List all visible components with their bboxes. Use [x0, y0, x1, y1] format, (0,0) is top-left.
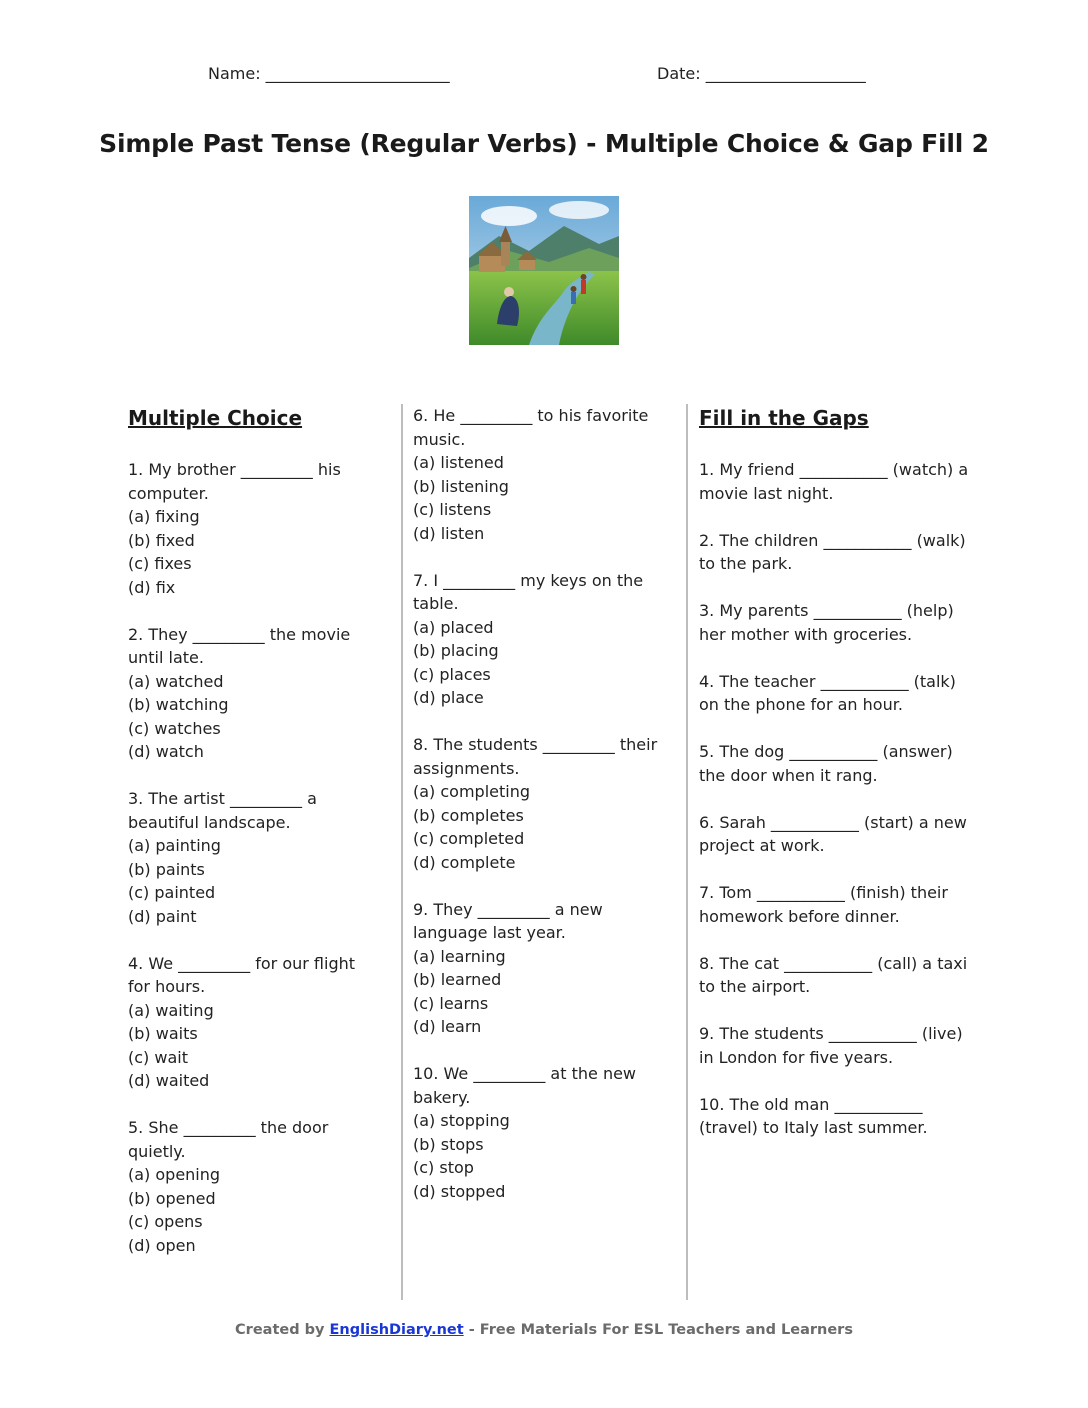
mc-question — [413, 898, 671, 1039]
answer-option: (c) opens — [128, 1212, 203, 1231]
question-text: 7. I _________ my keys on the table. — [413, 570, 644, 613]
name-field-line: Name: _______________________ — [208, 64, 450, 83]
answer-option: (a) listened — [413, 453, 504, 472]
multiple-choice-heading: Multiple Choice — [128, 406, 303, 430]
englishdiary-link[interactable]: EnglishDiary.net — [329, 1322, 464, 1338]
gap-fill-item: 8. The cat ___________ (call) a taxi to the airport. — [699, 953, 968, 996]
answer-option: (d) listen — [413, 523, 485, 543]
answer-option: (a) learning — [413, 946, 506, 966]
footer-credit — [0, 1322, 1088, 1338]
answer-option: (b) stops — [413, 1134, 484, 1154]
question-text: 9. They _________ a new language last year. — [413, 899, 603, 942]
gap-fill-item: 1. My friend ___________ (watch) a movie last night. — [699, 460, 969, 503]
answer-option: (c) listens — [413, 500, 492, 519]
gap-fill-item: 6. Sarah ___________ (start) a new project at work. — [699, 812, 967, 855]
multiple-choice-column-2 — [413, 404, 671, 1227]
answer-option: (b) opened — [128, 1188, 216, 1208]
question-text: 5. She _________ the door quietly. — [128, 1118, 329, 1161]
question-text: 4. We _________ for our flight for hours. — [128, 953, 356, 996]
multiple-choice-column-1 — [128, 404, 378, 1281]
mc-question — [128, 623, 378, 764]
answer-option: (d) waited — [128, 1071, 210, 1090]
answer-option: (a) watched — [128, 671, 224, 691]
answer-option: (d) watch — [128, 742, 204, 761]
gap-fill-item: 5. The dog ___________ (answer) the door when it rang. — [699, 742, 953, 785]
gap-fill-item: 2. The children ___________ (walk) to the park. — [699, 530, 966, 573]
answer-option: (b) placing — [413, 641, 499, 660]
answer-option: (a) placed — [413, 617, 494, 637]
answer-option: (d) paint — [128, 906, 197, 926]
mc-question — [413, 733, 671, 874]
answer-option: (d) learn — [413, 1017, 482, 1036]
answer-option: (c) fixes — [128, 554, 192, 573]
answer-option: (c) painted — [128, 883, 216, 902]
gap-fill-item: 4. The teacher ___________ (talk) on the phone for an hour. — [699, 671, 956, 714]
column-divider — [401, 404, 403, 1300]
answer-option: (c) places — [413, 664, 491, 684]
answer-option: (b) learned — [413, 970, 502, 989]
question-text: 10. We _________ at the new bakery. — [413, 1064, 637, 1107]
answer-option: (c) completed — [413, 829, 525, 848]
gap-fill-item: 9. The students ___________ (live) in London for five years. — [699, 1024, 963, 1067]
mc-question — [128, 952, 378, 1093]
answer-option: (d) open — [128, 1235, 196, 1255]
gap-fill-item: 3. My parents ___________ (help) her mother with groceries. — [699, 601, 954, 644]
footer-prefix: Created by — [235, 1322, 330, 1338]
answer-option: (c) watches — [128, 718, 221, 738]
answer-option: (b) completes — [413, 805, 524, 825]
answer-option: (d) place — [413, 688, 484, 707]
answer-option: (b) fixed — [128, 530, 195, 550]
mc-question — [128, 787, 378, 928]
answer-option: (b) watching — [128, 695, 229, 714]
answer-option: (a) stopping — [413, 1111, 510, 1130]
footer-suffix: - Free Materials For ESL Teachers and Learners — [463, 1322, 853, 1338]
answer-option: (d) complete — [413, 852, 516, 872]
mc-question — [413, 569, 671, 710]
gap-fill-item: 7. Tom ___________ (finish) their homework before dinner. — [699, 883, 948, 926]
mc-question — [413, 1062, 671, 1203]
gap-fill-item: 10. The old man ___________ (travel) to Italy last summer. — [699, 1094, 928, 1137]
question-text: 1. My brother _________ his computer. — [128, 460, 341, 503]
answer-option: (b) waits — [128, 1024, 198, 1043]
answer-option: (d) stopped — [413, 1181, 506, 1201]
question-text: 3. The artist _________ a beautiful landscape. — [128, 789, 317, 832]
answer-option: (b) paints — [128, 859, 205, 879]
column-divider — [686, 404, 688, 1300]
answer-option: (c) wait — [128, 1047, 188, 1067]
answer-option: (c) learns — [413, 993, 489, 1013]
answer-option: (b) listening — [413, 476, 509, 496]
gap-fill-heading: Fill in the Gaps — [699, 406, 869, 430]
mc-question — [413, 404, 671, 545]
worksheet-title: Simple Past Tense (Regular Verbs) - Multiple Choice & Gap Fill 2 — [99, 129, 989, 158]
answer-option: (a) painting — [128, 836, 221, 855]
question-text: 6. He _________ to his favorite music. — [413, 406, 649, 449]
mc-question — [128, 1116, 378, 1257]
answer-option: (a) opening — [128, 1165, 221, 1184]
date-field-line: Date: ____________________ — [657, 64, 866, 83]
answer-option: (a) waiting — [128, 1000, 214, 1020]
question-text: 8. The students _________ their assignments. — [413, 735, 658, 778]
mc-question — [128, 458, 378, 599]
answer-option: (a) fixing — [128, 507, 200, 526]
answer-option: (a) completing — [413, 782, 531, 801]
answer-option: (c) stop — [413, 1158, 474, 1177]
gap-fill-column — [699, 404, 969, 1163]
question-text: 2. They _________ the movie until late. — [128, 624, 351, 667]
answer-option: (d) fix — [128, 577, 176, 597]
village-stream-illustration — [469, 196, 619, 345]
